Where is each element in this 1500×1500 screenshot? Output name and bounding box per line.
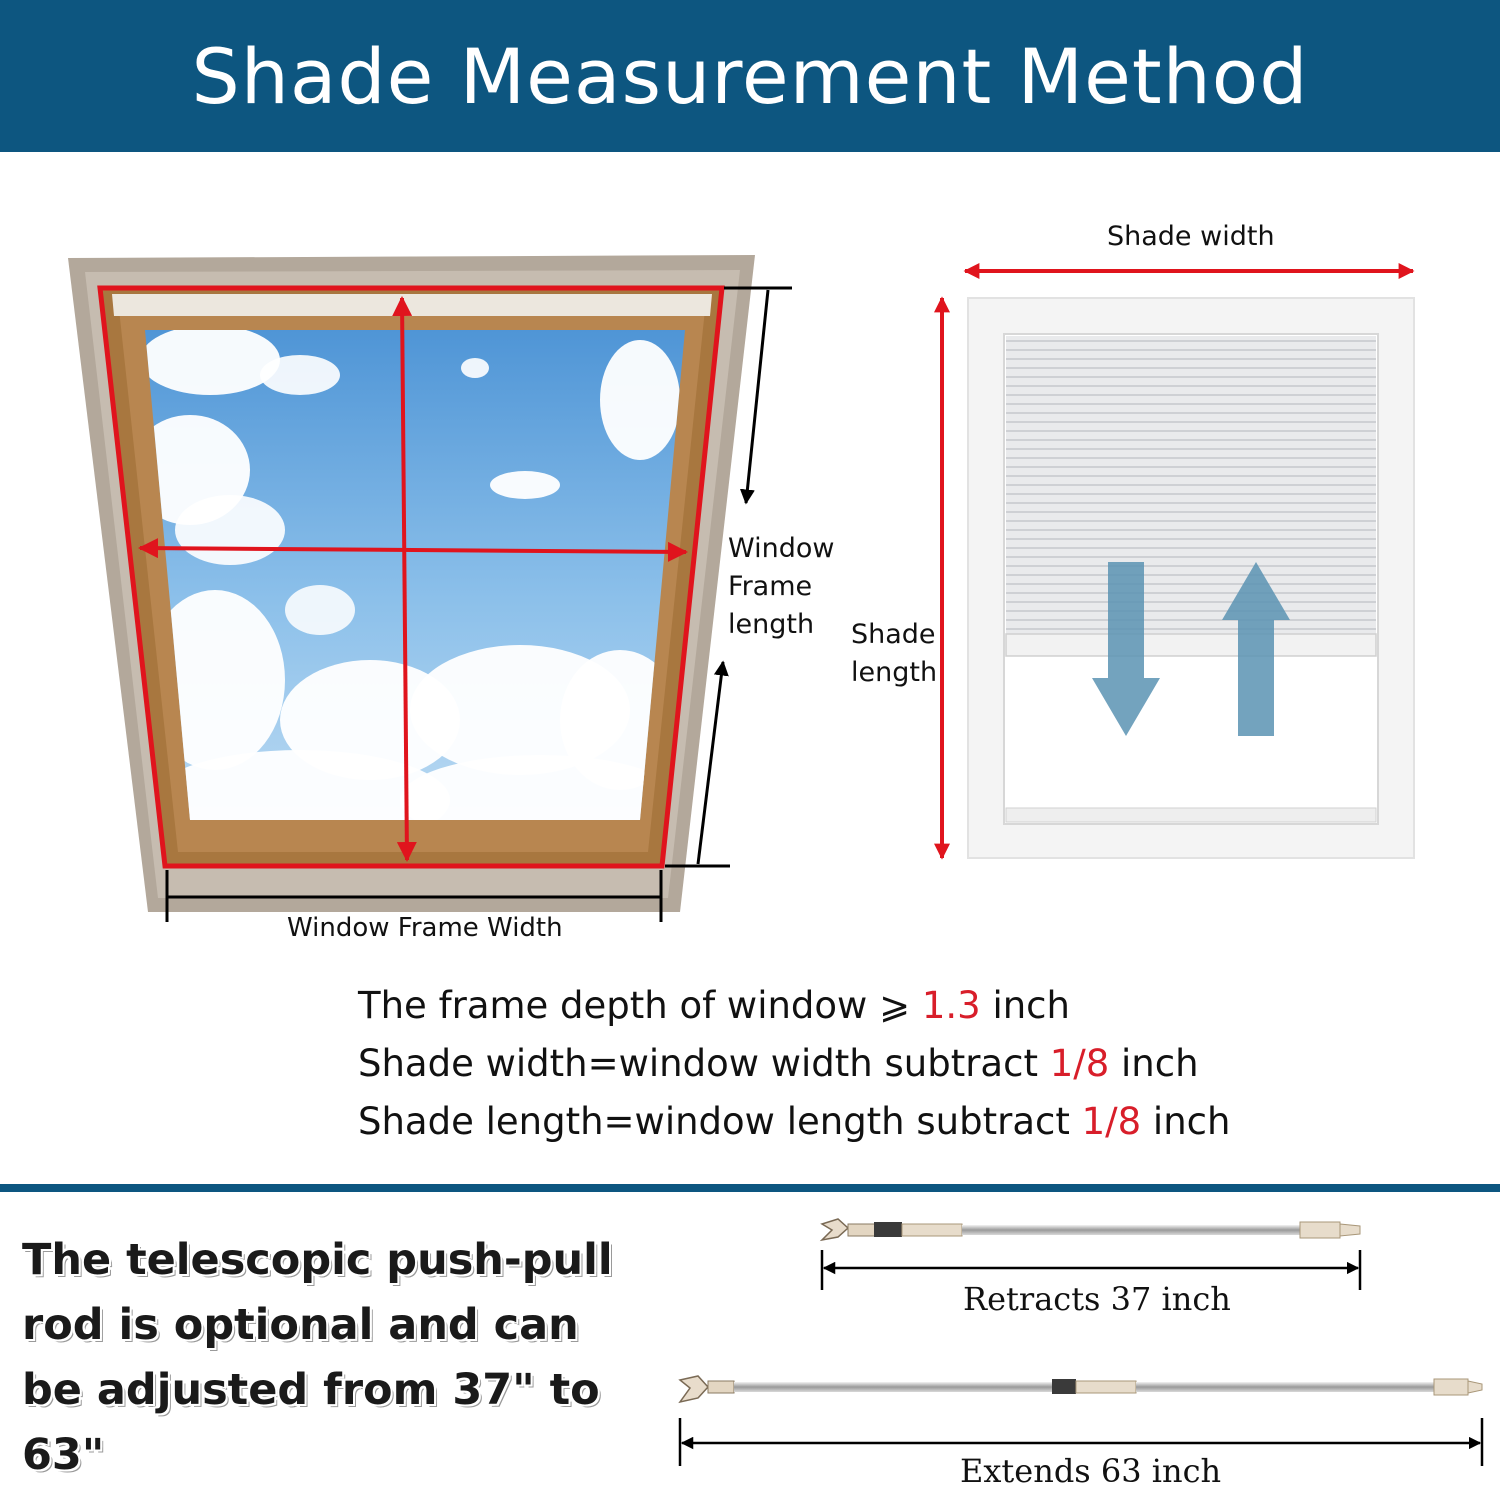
shade-width-label: Shade width	[1107, 221, 1275, 252]
length-dimension-arrow-top	[746, 290, 768, 503]
width-subtract-value: 1/8	[1049, 1042, 1110, 1085]
page-title: Shade Measurement Method	[191, 31, 1309, 121]
shade-length-label: Shade length	[851, 619, 938, 688]
window-frame-length-label: Window Frame length	[728, 533, 835, 640]
window-frame-width-label: Window Frame Width	[287, 913, 563, 943]
rod-description: The telescopic push-pull rod is optional and can be adjusted from 37" to 63"	[22, 1235, 613, 1480]
cellular-shade-diagram	[920, 220, 1440, 880]
formula-shade-width: Shade width=window width subtract 1/8 inch	[358, 1042, 1199, 1085]
pleated-shade-fabric	[1006, 336, 1376, 634]
retracted-label: Retracts 37 inch	[963, 1280, 1231, 1318]
section-divider	[0, 1184, 1500, 1192]
extended-label: Extends 63 inch	[960, 1452, 1222, 1490]
formula-frame-depth: The frame depth of window ⩾ 1.3 inch	[358, 984, 1070, 1027]
shade-bottom-rail	[1006, 634, 1376, 656]
telescopic-rod-diagram	[660, 1205, 1490, 1475]
formula-shade-length: Shade length=window length subtract 1/8 inch	[358, 1100, 1231, 1143]
frame-depth-value: 1.3	[921, 984, 981, 1027]
length-subtract-value: 1/8	[1081, 1100, 1142, 1143]
retracted-rod	[822, 1219, 1360, 1240]
extended-rod	[680, 1376, 1482, 1402]
header-banner	[0, 0, 1500, 152]
